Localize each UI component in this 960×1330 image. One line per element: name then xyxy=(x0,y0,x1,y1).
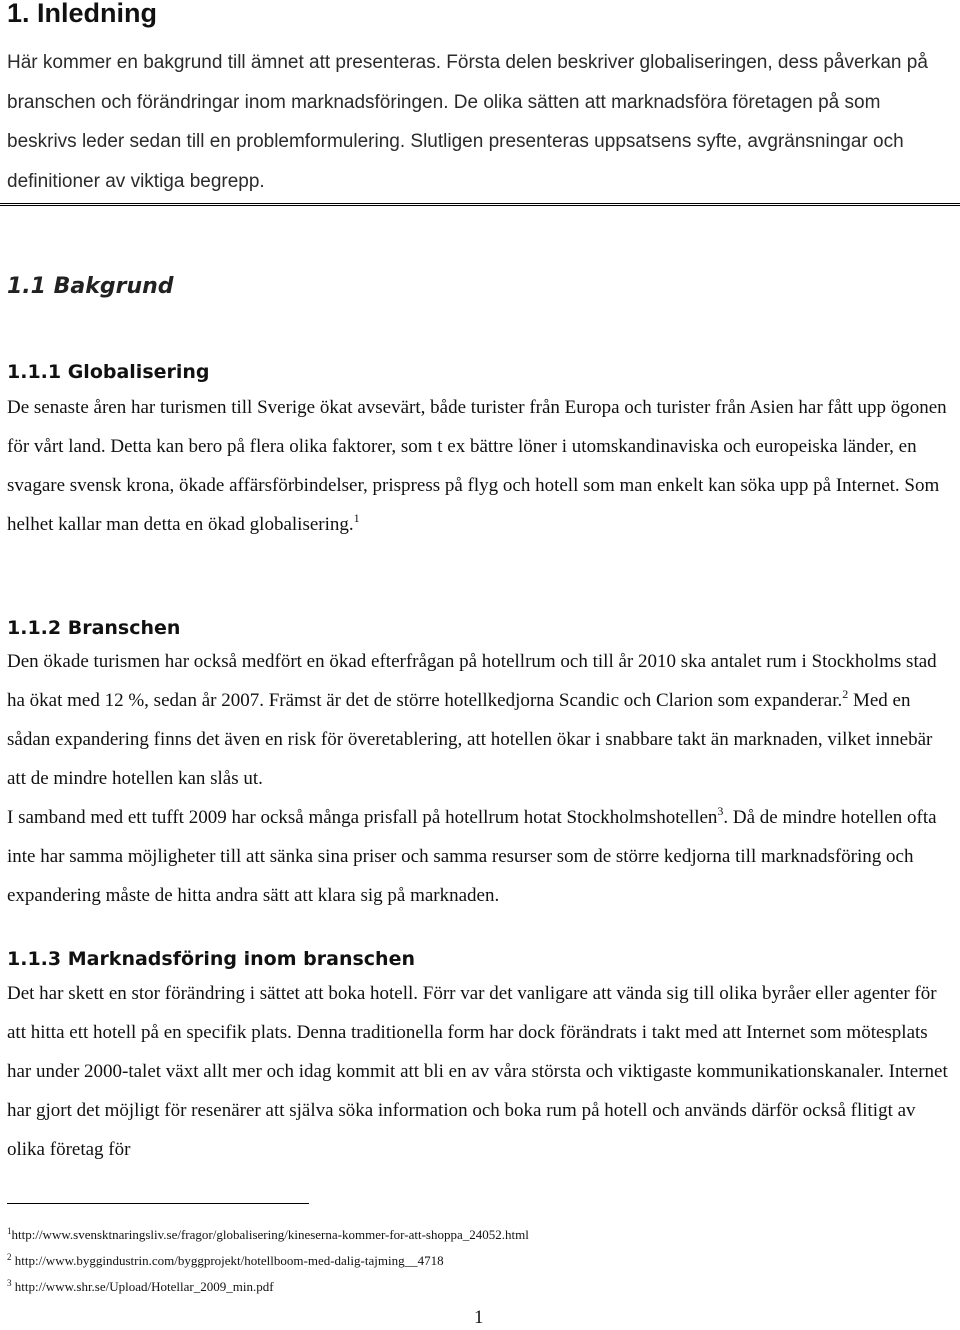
footnote-link[interactable]: http://www.shr.se/Upload/Hotellar_2009_min.pdf xyxy=(14,1279,274,1294)
branschen-text-1b: Med en sådan expandering finns det även en risk för överetablering, att hotellen ökar i snabbare takt än marknaden, vilket innebär att de mindre hotellen kan slås ut. xyxy=(7,690,933,789)
marknadsforing-paragraph: Det har skett en stor förändring i sättet att boka hotell. Förr var det vanligare att vända sig till olika byråer eller agenter för att hitta ett hotell på en specifik plats. Denna traditionella form har dock förändrats i takt med att Internet som mötesplats har under 2000-talet växt allt mer och idag kommit att bli en av våra största och viktigaste kommunikationskanaler. Internet har gjort det möjligt för resenärer att själva söka information och boka rum på hotell och används därför också flitigt av olika företag för xyxy=(7,983,948,1160)
footnote-divider xyxy=(7,1203,309,1204)
footnote: $^3$ http://www.shr.se/Upload/Hotellar_2009_min.pdf xyxy=(7,1278,274,1294)
footnote-link[interactable]: http://www.byggindustrin.com/byggprojekt/hotellboom-med-dalig-tajming__4718 xyxy=(14,1253,444,1268)
intro-paragraph: Här kommer en bakgrund till ämnet att presenteras. Första delen beskriver globaliseringen, dess påverkan på branschen och förändringar inom marknadsföringen. De olika sätten att marknadsföra företagen på som beskrivs leder sedan till en problemformulering. Slutligen presenteras uppsatsens syfte, avgränsningar och definitioner av viktiga begrepp. xyxy=(7,52,928,192)
branschen-text-2a: I samband med ett tufft 2009 har också många prisfall på hotellrum hotat Stockholmshotellen xyxy=(7,807,718,828)
globalisering-text: De senaste åren har turismen till Sverige ökat avsevärt, både turister från Europa och turister från Asien har fått upp ögonen för vårt land. Detta kan bero på flera olika faktorer, som t ex bättre löner i utomskandinaviska och europeiska länder, en svagare svensk krona, ökade affärsförbindelser, prispress på flyg och hotell som man enkelt kan söka upp på Internet. Som helhet kallar man detta en ökad globalisering. xyxy=(7,397,947,535)
section-heading-bakgrund: 1.1 Bakgrund xyxy=(7,274,174,299)
page-number: 1 xyxy=(474,1307,484,1328)
section-divider xyxy=(0,203,960,206)
subsection-heading-globalisering: 1.1.1 Globalisering xyxy=(7,361,210,383)
subsection-heading-marknadsforing: 1.1.3 Marknadsföring inom branschen xyxy=(7,948,415,970)
branschen-text-1a: Den ökade turismen har också medfört en ökad efterfrågan på hotellrum och till år 2010 ska antalet rum i Stockholms stad ha ökat med 12 %, sedan år 2007. Främst är det de större hotellkedjorna Scandic och Clarion som expanderar. xyxy=(7,651,937,711)
chapter-heading: 1. Inledning xyxy=(7,0,158,28)
subsection-heading-branschen: 1.1.2 Branschen xyxy=(7,617,181,639)
branschen-paragraph-1 xyxy=(7,642,952,798)
footnote-ref-2: 2 xyxy=(842,687,849,701)
footnotes xyxy=(7,1222,952,1300)
footnote-ref-1: 1 xyxy=(353,511,360,525)
branschen-paragraph-2 xyxy=(7,798,952,915)
globalisering-paragraph xyxy=(7,388,952,544)
footnote-link[interactable]: http://www.svensktnaringsliv.se/fragor/globalisering/kineserna-kommer-for-att-shoppa_24052.html xyxy=(11,1227,529,1242)
footnote: $^2$ http://www.byggindustrin.com/byggprojekt/hotellboom-med-dalig-tajming__4718 xyxy=(7,1252,444,1268)
footnote: $^1$http://www.svensktnaringsliv.se/fragor/globalisering/kineserna-kommer-for-att-shoppa_24052.html xyxy=(7,1226,529,1242)
branschen-text-2b: . Då de mindre hotellen ofta inte har samma möjligheter till att sänka sina priser och samma resurser som de större kedjorna till marknadsföring och expandering måste de hitta andra sätt att klara sig på marknaden. xyxy=(7,807,937,906)
footnote-ref-3: 3 xyxy=(717,804,724,818)
